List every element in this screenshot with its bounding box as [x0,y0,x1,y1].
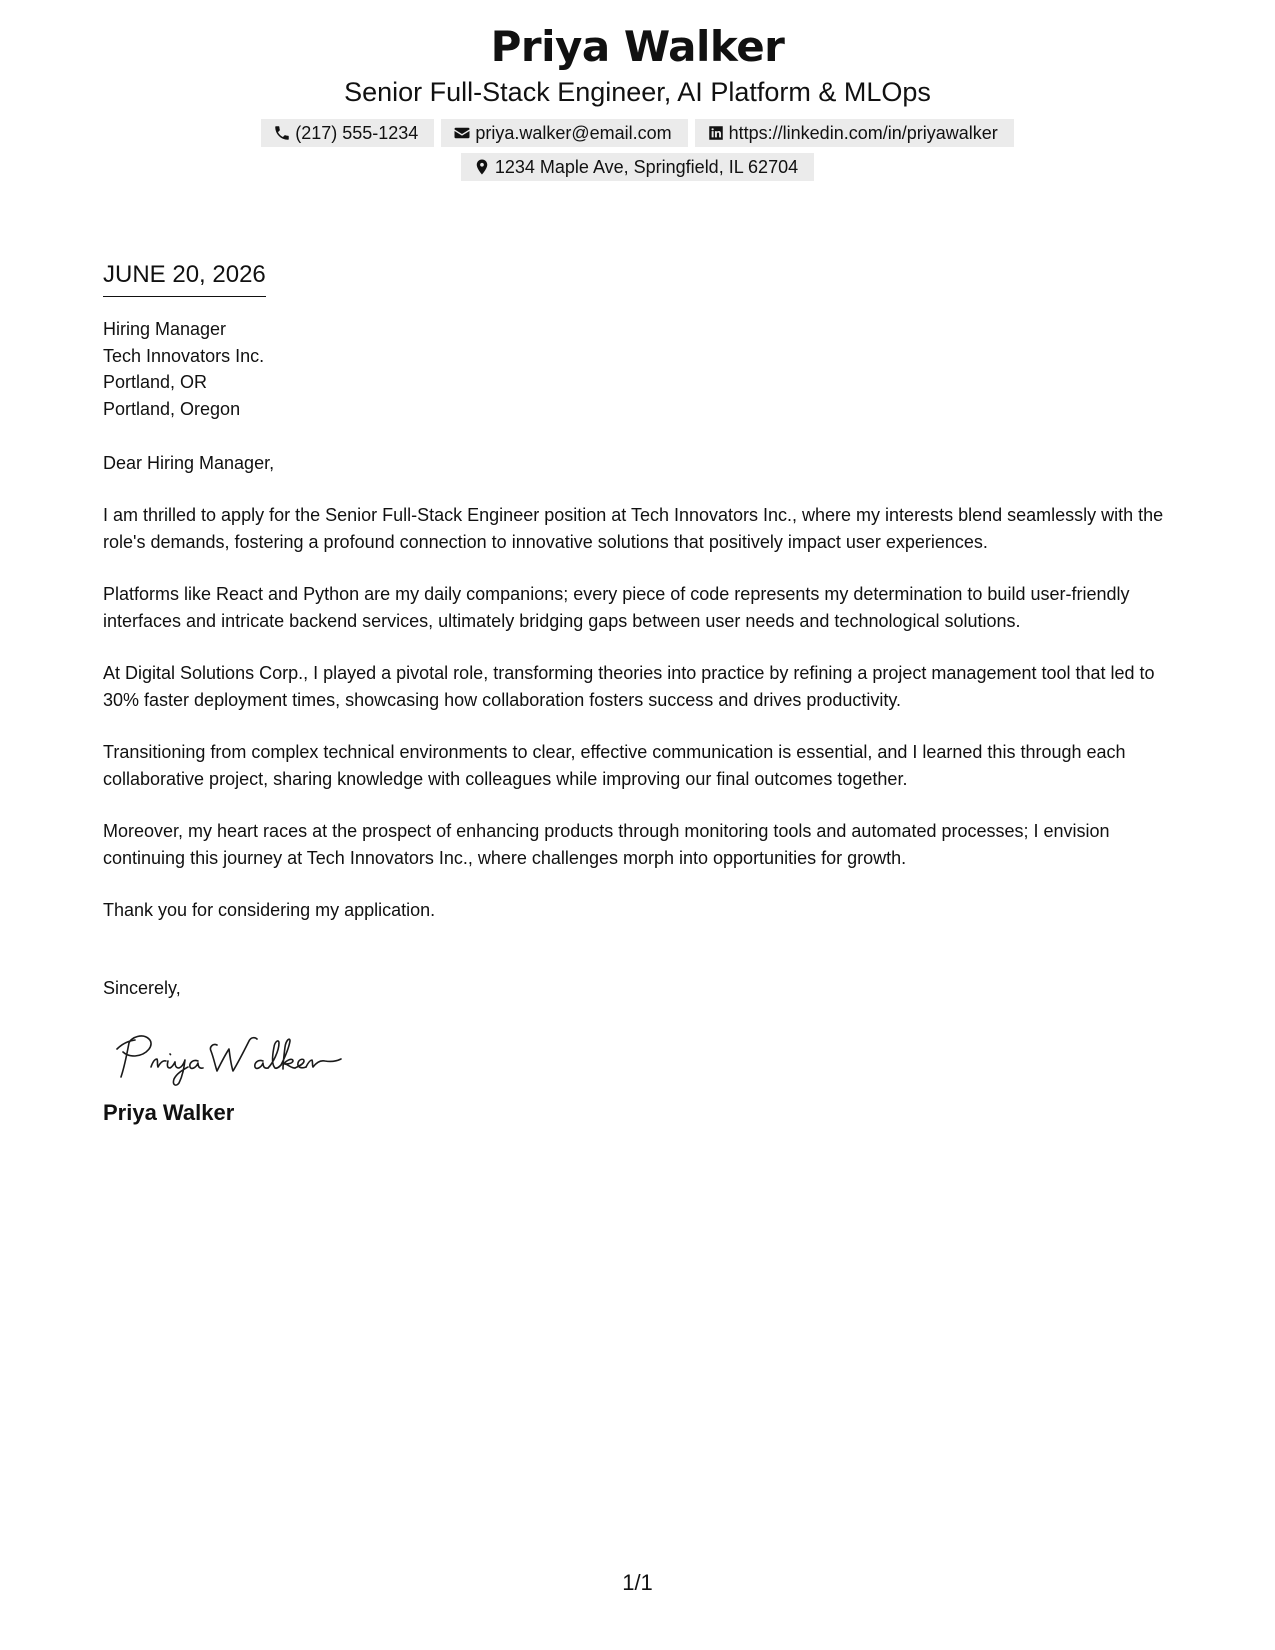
linkedin-icon [707,124,725,142]
address-chip[interactable] [461,153,814,181]
map-pin-icon [473,158,491,176]
letter-body [103,260,1173,1127]
letter-paragraphs [103,502,1173,924]
signer-name: Priya Walker [103,1099,235,1125]
recipient-line: Hiring Manager [103,319,227,339]
contact-row-primary [0,119,1275,147]
phone-chip[interactable] [261,119,434,147]
page-number: 1/1 [622,1570,653,1595]
envelope-icon [453,124,471,142]
letter-date: JUNE 20, 2026 [103,260,266,297]
recipient-block [103,316,1173,422]
body-paragraph: I am thrilled to apply for the Senior Full-Stack Engineer position at Tech Innovators Inc., where my interests blend seamlessly with the role's demands, fostering a profound connection to innovative solutions that positively impact user experiences. [103,505,1164,552]
address-text: 1234 Maple Ave, Springfield, IL 62704 [494,156,799,177]
body-paragraph: Moreover, my heart races at the prospect of enhancing products through monitoring tools and automated processes; I envision continuing this journey at Tech Innovators Inc., where challenges morph into opportunities for growth. [103,821,1110,868]
body-paragraph: Transitioning from complex technical environments to clear, effective communication is essential, and I learned this through each collaborative project, sharing knowledge with colleagues while improving our final outcomes together. [103,742,1126,789]
linkedin-chip[interactable] [695,119,1014,147]
applicant-title: Senior Full-Stack Engineer, AI Platform & MLOps [344,77,931,107]
body-paragraph: At Digital Solutions Corp., I played a pivotal role, transforming theories into practice by refining a project management tool that led to 30% faster deployment times, showcasing how collaboration fosters success and drives productivity. [103,663,1155,710]
email-chip[interactable] [441,119,687,147]
recipient-line: Tech Innovators Inc. [103,345,265,366]
handwritten-signature [113,1027,353,1087]
recipient-line: Portland, OR [103,372,208,392]
contact-row-secondary [0,153,1275,181]
body-paragraph: Platforms like React and Python are my daily companions; every piece of code represents my determination to build user-friendly interfaces and intricate backend services, ultimately bridging gaps between user needs and technological solutions. [103,584,1130,631]
phone-icon [273,124,291,142]
email-text: priya.walker@email.com [475,122,672,143]
applicant-name: Priya Walker [490,22,785,71]
linkedin-text: https://linkedin.com/in/priyawalker [728,122,998,143]
recipient-line: Portland, Oregon [103,398,241,419]
body-paragraph: Thank you for considering my application. [103,900,436,920]
letter-header [0,20,1275,181]
closing: Sincerely, [103,977,181,998]
phone-text: (217) 555-1234 [295,122,419,143]
salutation: Dear Hiring Manager, [103,453,275,473]
